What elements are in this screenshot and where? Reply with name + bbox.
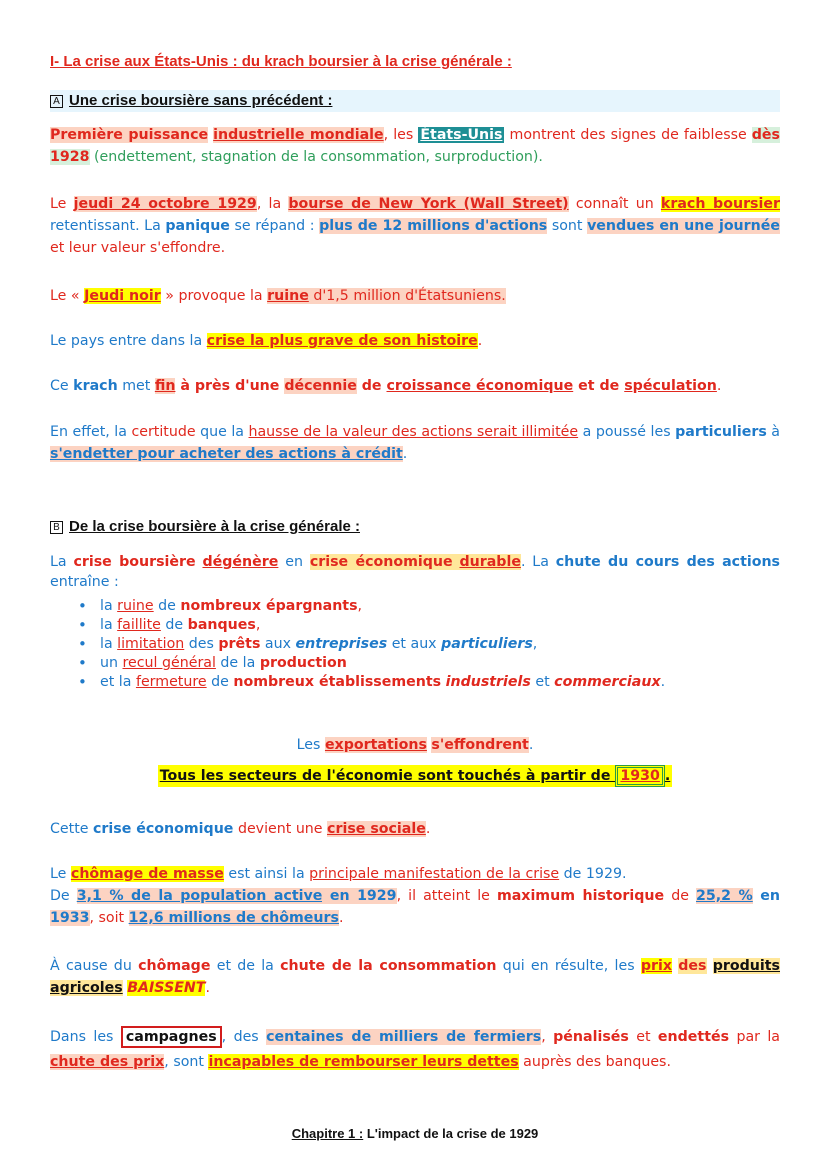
text-recul: recul général	[122, 655, 216, 671]
text: auprès des banques.	[518, 1054, 671, 1070]
text: à près d'une	[175, 378, 285, 394]
text: a poussé les	[578, 424, 676, 440]
text-campagnes: campagnes	[121, 1026, 222, 1048]
text-panique: panique	[165, 218, 230, 234]
text: de	[206, 674, 234, 690]
text: Cette	[50, 821, 93, 837]
text-speculation: spéculation	[624, 378, 717, 394]
text: la	[100, 598, 118, 614]
text-endettes: endettés	[657, 1029, 730, 1045]
text: , la	[256, 196, 289, 212]
text: , des	[221, 1029, 267, 1045]
text-etats-unis: États-Unis	[420, 127, 503, 143]
text: , il atteint le	[396, 888, 497, 904]
text-date-krach: jeudi 24 octobre 1929	[73, 196, 257, 212]
section-title-text: I- La crise aux États-Unis : du krach boursier à la crise générale :	[50, 53, 512, 70]
sectors-line	[50, 763, 780, 789]
paragraph-campagnes	[50, 1025, 780, 1075]
paragraph-crise-sociale	[50, 818, 780, 840]
text-des: des	[678, 958, 707, 974]
text-chomage: chômage	[138, 958, 211, 974]
text: devient une	[233, 821, 328, 837]
text-jeudi-noir: Jeudi noir	[84, 288, 161, 304]
text-banques: banques	[187, 617, 256, 633]
letter-box-b: B	[50, 521, 63, 534]
text: ,	[532, 636, 538, 652]
text: Dans les	[50, 1029, 121, 1045]
text: montrent des signes de faiblesse	[504, 127, 752, 143]
text-crise-sociale: crise sociale	[327, 821, 426, 837]
text: ,	[357, 598, 363, 614]
text-exportations: exportations	[324, 737, 427, 753]
footer-chapter: Chapitre 1 :	[291, 1126, 364, 1141]
text	[707, 958, 713, 974]
text-maximum: maximum historique	[496, 888, 665, 904]
text: » provoque la	[160, 288, 268, 304]
text: , les	[383, 127, 419, 143]
text: .	[425, 821, 431, 837]
sectors-highlight	[158, 765, 673, 787]
text-12-6-millions: 12,6 millions de chômeurs	[128, 910, 339, 926]
text: se répand :	[229, 218, 320, 234]
text: de	[356, 378, 387, 394]
text: et la	[100, 674, 136, 690]
text-hausse: hausse de la valeur des actions serait illimitée	[248, 424, 579, 440]
text-krach-boursier: krach boursier	[660, 196, 780, 212]
text-crise-grave: crise la plus grave de son histoire	[206, 333, 478, 349]
text: met	[117, 378, 155, 394]
subsection-b-heading	[50, 516, 780, 538]
text-industriels: industriels	[445, 674, 531, 690]
text: Le pays entre dans la	[50, 333, 207, 349]
letter-box-a: A	[50, 95, 63, 108]
section-title	[50, 51, 780, 73]
text-prets: prêts	[218, 636, 261, 652]
text: En effet, la	[50, 424, 132, 440]
text: ,	[541, 1029, 554, 1045]
text: par la	[729, 1029, 781, 1045]
text-faillite: faillite	[117, 617, 161, 633]
text-vendues: vendues en une journée	[587, 218, 781, 234]
text: des	[184, 636, 219, 652]
text-crise-boursiere: crise boursière	[73, 554, 196, 570]
text: .	[477, 333, 483, 349]
text: à	[766, 424, 780, 440]
text: .	[402, 446, 408, 462]
text-principale: principale manifestation de la crise	[309, 866, 560, 882]
text: De	[50, 888, 77, 904]
paragraph-krach	[50, 193, 780, 259]
text-12-millions: plus de 12 millions d'actions	[319, 218, 548, 234]
text-crise-economique: crise économique	[309, 554, 453, 570]
text-chute-prix: chute des prix	[50, 1054, 165, 1070]
text-decennie: décennie	[284, 378, 357, 394]
text: en	[278, 554, 310, 570]
text-crise-economique: crise économique	[93, 821, 234, 837]
text-degenere: dégénère	[202, 554, 279, 570]
text: la	[100, 617, 118, 633]
text-25-2-pct: 25,2 %	[696, 888, 753, 904]
text: et	[530, 674, 555, 690]
text: .	[338, 910, 344, 926]
text-croissance: croissance économique	[386, 378, 574, 394]
subsection-b-title: De la crise boursière à la crise générale :	[69, 518, 360, 535]
text: ,	[255, 617, 261, 633]
text-1928: 1928	[50, 149, 90, 165]
text-particuliers: particuliers	[441, 636, 533, 652]
text: connaît un	[568, 196, 661, 212]
text: de	[664, 888, 697, 904]
footer-title: L'impact de la crise de 1929	[363, 1126, 539, 1141]
page-footer	[50, 1123, 780, 1145]
text-fermeture: fermeture	[135, 674, 207, 690]
text: de la	[215, 655, 260, 671]
text-chute-cours: chute du cours des actions	[555, 554, 781, 570]
text-ruine: ruine	[267, 288, 309, 304]
text: qui en résulte, les	[496, 958, 641, 974]
text-certitude: certitude	[131, 424, 196, 440]
text-fin: fin	[154, 378, 176, 394]
text: que la	[195, 424, 249, 440]
text: et aux	[387, 636, 442, 652]
paragraph-crise-grave	[50, 330, 780, 352]
text-etablissements: nombreux établissements	[233, 674, 442, 690]
text-fermiers: centaines de milliers de fermiers	[266, 1029, 542, 1045]
text-baissent: BAISSENT	[127, 980, 206, 996]
text-1-5-million: d'1,5 million d'Étatsuniens.	[308, 288, 506, 304]
text-tous-secteurs: Tous les secteurs de l'économie sont touchés à partir de	[159, 768, 616, 784]
text: de	[153, 598, 181, 614]
text-ruine: ruine	[117, 598, 154, 614]
subsection-a-title: Une crise boursière sans précédent :	[69, 92, 333, 109]
text-production: production	[259, 655, 347, 671]
text: de	[160, 617, 188, 633]
list-item	[50, 635, 780, 654]
text: À cause du	[50, 958, 139, 974]
text-incapables: incapables de rembourser leurs dettes	[208, 1054, 519, 1070]
text-industrielle: industrielle mondiale	[213, 127, 384, 143]
text-limitation: limitation	[117, 636, 185, 652]
list-item	[50, 616, 780, 635]
text: entraîne :	[50, 574, 119, 590]
text-chute-consommation: chute de la consommation	[280, 958, 497, 974]
text: , soit	[89, 910, 129, 926]
text-endetter: s'endetter pour acheter des actions à crédit	[50, 446, 403, 462]
text: .	[660, 674, 666, 690]
paragraph-prix-agricoles	[50, 955, 780, 999]
text: .	[716, 378, 722, 394]
paragraph-degenere	[50, 552, 780, 592]
text-seffondrent: s'effondrent	[431, 737, 529, 753]
list-item	[50, 654, 780, 673]
text-des: dès	[751, 127, 780, 143]
text-commerciaux: commerciaux	[554, 674, 661, 690]
text: , sont	[164, 1054, 209, 1070]
text: .	[664, 768, 671, 784]
text: et leur valeur s'effondre.	[50, 240, 226, 256]
text-epargnants: nombreux épargnants	[180, 598, 358, 614]
text-1929: 1929	[357, 888, 397, 904]
list-item	[50, 673, 780, 692]
text: . La	[520, 554, 556, 570]
text-1930: 1930	[615, 765, 665, 787]
text: Le	[50, 196, 74, 212]
text: .	[205, 980, 210, 996]
text: retentissant. La	[50, 218, 166, 234]
paragraph-certitude	[50, 421, 780, 465]
subsection-a-heading	[50, 90, 780, 112]
text: Le	[50, 866, 71, 882]
paragraph-us-power	[50, 124, 780, 168]
paragraph-jeudi-noir	[50, 285, 780, 307]
list-item	[50, 597, 780, 616]
text: et de	[573, 378, 625, 394]
text-causes: (endettement, stagnation de la consommation, surproduction).	[89, 149, 543, 165]
exports-line	[50, 734, 780, 756]
text-3-1-pct: 3,1 % de la population active	[76, 888, 323, 904]
text-wall-street: bourse de New York (Wall Street)	[288, 196, 569, 212]
paragraph-fin-croissance	[50, 375, 780, 397]
text-penalises: pénalisés	[553, 1029, 629, 1045]
text: sont	[547, 218, 588, 234]
text: un	[100, 655, 123, 671]
paragraph-chomage	[50, 863, 780, 929]
text: et de la	[210, 958, 281, 974]
text: et	[628, 1029, 658, 1045]
text: la	[100, 636, 118, 652]
text-prix: prix	[640, 958, 673, 974]
text: en	[322, 888, 358, 904]
text: .	[528, 737, 534, 753]
text: Les	[296, 737, 325, 753]
text-chomage-masse: chômage de masse	[70, 866, 224, 882]
text-krach: krach	[73, 378, 118, 394]
text: aux	[260, 636, 296, 652]
text: de 1929.	[559, 866, 627, 882]
text-produits-agricoles: produits agricoles	[50, 958, 780, 996]
text-durable: durable	[459, 554, 521, 570]
text: en	[752, 888, 780, 904]
text-1933: 1933	[50, 910, 90, 926]
text: La	[50, 554, 74, 570]
text-entreprises: entreprises	[295, 636, 388, 652]
text-premiere-puissance: Première puissance	[50, 127, 209, 143]
text: est ainsi la	[223, 866, 310, 882]
text: Le «	[50, 288, 85, 304]
text: Ce	[50, 378, 74, 394]
consequences-list	[50, 597, 780, 692]
text-particuliers: particuliers	[675, 424, 767, 440]
